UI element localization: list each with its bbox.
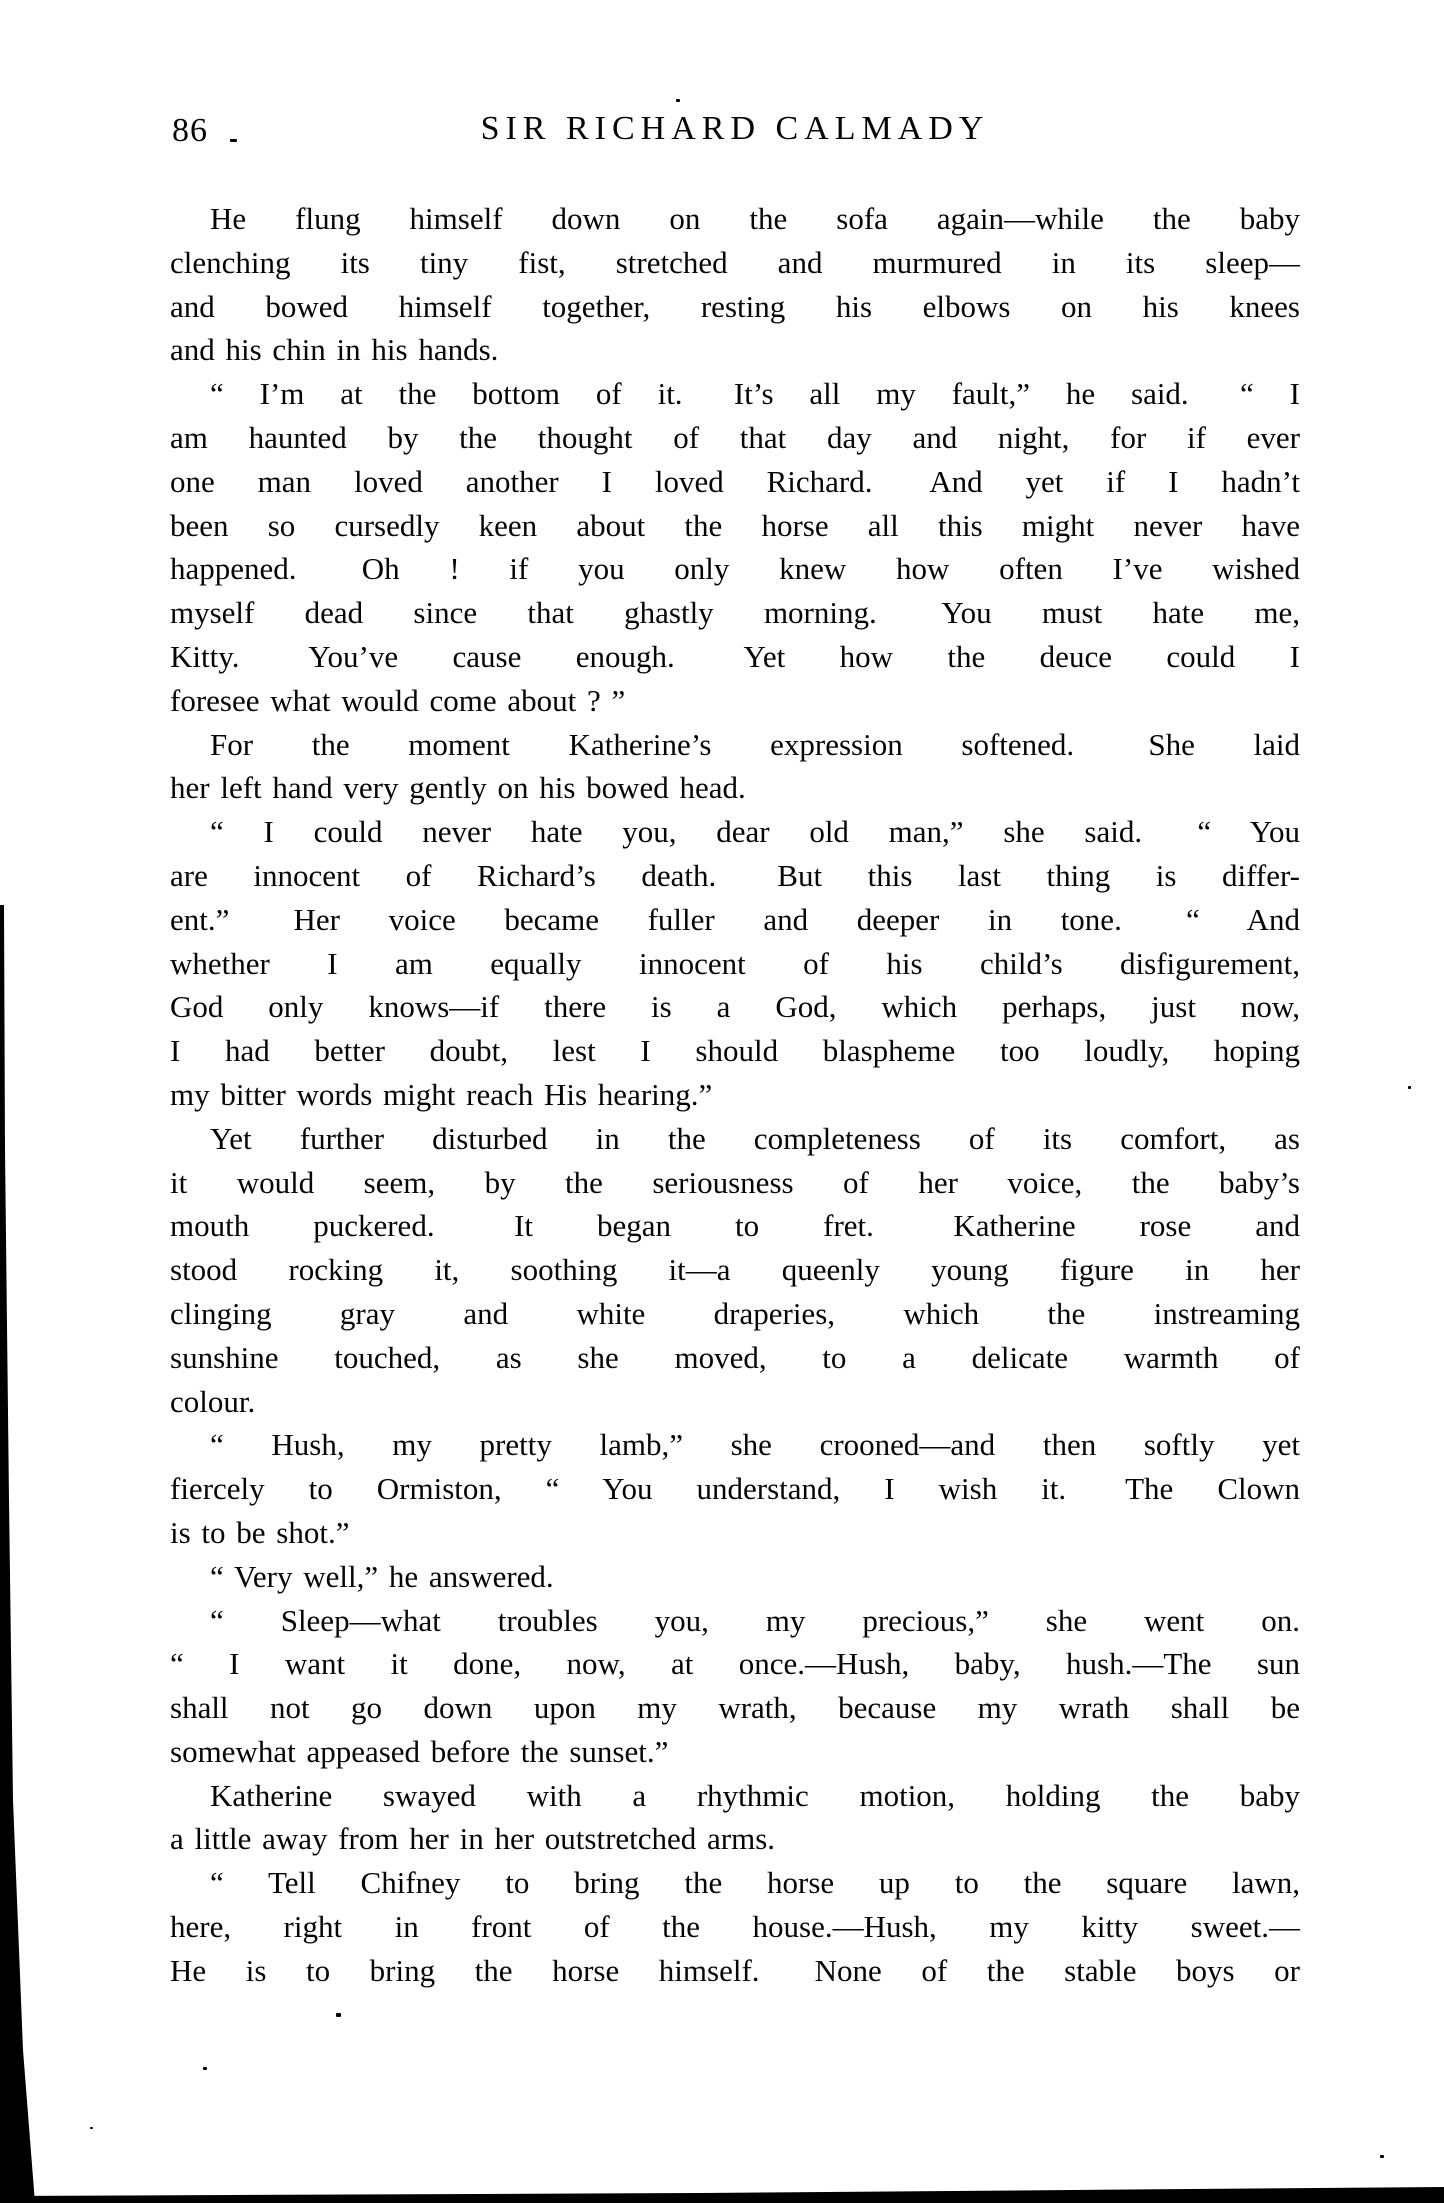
scan-speck-artifact — [1408, 1086, 1411, 1089]
text-line: “ I’m at the bottom of it. It’s all my fault,” he said. “ I — [210, 376, 1300, 412]
scan-speck-artifact — [203, 2067, 207, 2070]
text-line: sunshine touched, as she moved, to a delicate warmth of — [170, 1339, 1300, 1375]
text-line: He is to bring the horse himself. None of the stable boys or — [170, 1952, 1300, 1988]
scan-speck-artifact — [676, 99, 680, 102]
page-header — [170, 110, 1300, 154]
text-line: it would seem, by the seriousness of her voice, the baby’s — [170, 1164, 1300, 1200]
text-line: clenching its tiny fist, stretched and murmured in its sleep— — [170, 244, 1300, 280]
text-line: mouth puckered. It began to fret. Katherine rose and — [170, 1208, 1300, 1244]
text-line: my bitter words might reach His hearing.” — [170, 1076, 713, 1112]
text-line: and bowed himself together, resting his elbows on his knees — [170, 288, 1300, 324]
text-line: and his chin in his hands. — [170, 332, 499, 368]
text-line: one man loved another I loved Richard. And yet if I hadn’t — [170, 463, 1300, 499]
text-line: Kitty. You’ve cause enough. Yet how the deuce could I — [170, 638, 1300, 674]
text-line: are innocent of Richard’s death. But this last thing is differ- — [170, 857, 1300, 893]
text-line: “ I could never hate you, dear old man,” she said. “ You — [210, 814, 1300, 850]
text-line: “ Very well,” he answered. — [210, 1558, 554, 1594]
text-line: a little away from her in her outstretched arms. — [170, 1821, 776, 1857]
text-line: ent.” Her voice became fuller and deeper in tone. “ And — [170, 901, 1300, 937]
text-line: foresee what would come about ? ” — [170, 682, 626, 718]
text-line: myself dead since that ghastly morning. You must hate me, — [170, 595, 1300, 631]
text-line: whether I am equally innocent of his child’s disfigurement, — [170, 945, 1300, 981]
text-line: am haunted by the thought of that day and night, for if ever — [170, 419, 1300, 455]
text-line: Katherine swayed with a rhythmic motion, holding the baby — [210, 1777, 1300, 1813]
text-line: clinging gray and white draperies, which the instreaming — [170, 1295, 1300, 1331]
text-line: happened. Oh ! if you only knew how often I’ve wished — [170, 551, 1300, 587]
text-line: colour. — [170, 1383, 256, 1419]
text-line: shall not go down upon my wrath, because my wrath shall be — [170, 1690, 1300, 1726]
text-line: here, right in front of the house.—Hush, my kitty sweet.— — [170, 1909, 1300, 1945]
text-line: “ Sleep—what troubles you, my precious,” she went on. — [210, 1602, 1300, 1638]
text-block — [170, 197, 1300, 1993]
text-line: “ Hush, my pretty lamb,” she crooned—and then softly yet — [210, 1427, 1300, 1463]
text-line: “ Tell Chifney to bring the horse up to the square lawn, — [210, 1865, 1300, 1901]
scan-speck-artifact — [230, 139, 237, 142]
text-line: For the moment Katherine’s expression softened. She laid — [210, 726, 1300, 762]
text-line: Yet further disturbed in the completeness of its comfort, as — [210, 1120, 1300, 1156]
text-line: I had better doubt, lest I should blaspheme too loudly, hoping — [170, 1033, 1300, 1069]
text-line: stood rocking it, soothing it—a queenly young figure in her — [170, 1252, 1300, 1288]
text-line: been so cursedly keen about the horse all this might never have — [170, 507, 1300, 543]
text-line: somewhat appeased before the sunset.” — [170, 1733, 669, 1769]
running-title: SIR RICHARD CALMADY — [480, 110, 990, 147]
text-line: He flung himself down on the sofa again—while the baby — [210, 201, 1300, 236]
text-line: fiercely to Ormiston, “ You understand, I wish it. The Clown — [170, 1471, 1300, 1507]
scan-speck-artifact — [336, 2013, 341, 2017]
scan-gutter-artifact — [0, 0, 40, 2203]
text-line: “ I want it done, now, at once.—Hush, baby, hush.—The sun — [170, 1646, 1300, 1682]
text-line: her left hand very gently on his bowed head. — [170, 770, 746, 806]
text-line: is to be shot.” — [170, 1514, 350, 1550]
scan-speck-artifact — [90, 2127, 93, 2129]
text-line: God only knows—if there is a God, which perhaps, just now, — [170, 989, 1300, 1025]
page-number: 86 — [172, 112, 208, 149]
scan-speck-artifact — [1380, 2155, 1384, 2158]
